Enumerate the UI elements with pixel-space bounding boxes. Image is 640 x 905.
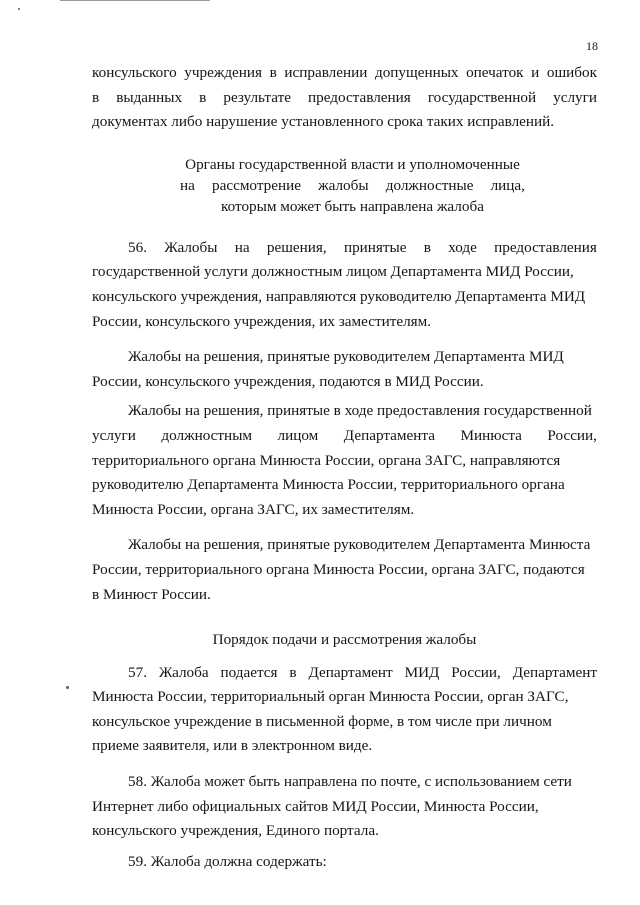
word: Департамент	[308, 663, 393, 681]
word: ошибок	[546, 64, 597, 81]
text-line: Минюста России, органа ЗАГС, их заместителям.	[92, 500, 415, 518]
text-line	[92, 661, 597, 686]
paragraph-minjust-complaints	[92, 399, 597, 522]
word: на	[234, 238, 250, 256]
paragraph-56	[92, 236, 597, 334]
text-line: консульского учреждения, Единого портала.	[92, 822, 379, 840]
text-line: 59. Жалоба должна содержать:	[128, 852, 327, 870]
paragraph-58	[92, 770, 597, 844]
word: предоставления	[494, 238, 597, 256]
text-line: документах либо нарушение установленного срока таких исправлений.	[92, 113, 555, 131]
word: ходе	[448, 238, 477, 256]
document-body	[92, 61, 597, 874]
heading-line: которым может быть направлена жалоба	[221, 197, 484, 215]
word: МИД	[404, 663, 440, 681]
text-line: России, консульского учреждения, их заместителям.	[92, 312, 432, 330]
word: жалобы	[318, 176, 369, 194]
text-line	[92, 61, 597, 86]
paragraph-57	[92, 661, 597, 759]
text-line: 58. Жалоба может быть направлена по почте, с использованием сети	[128, 773, 572, 791]
word: консульского	[92, 64, 177, 81]
word: России,	[451, 663, 501, 681]
word: должностные	[385, 176, 474, 194]
word: лица,	[490, 176, 525, 194]
heading-line: Органы государственной власти и уполномоченные	[185, 155, 520, 173]
word: государственной	[427, 88, 537, 106]
word: предоставления	[307, 88, 411, 106]
text-line: консульского учреждения, направляются руководителю Департамента МИД	[92, 287, 586, 305]
word: услуги	[553, 88, 597, 106]
text-line: в Минюст России.	[92, 585, 211, 603]
word: в	[269, 64, 277, 81]
text-line	[92, 236, 597, 261]
text-line: Жалобы на решения, принятые руководителем Департамента Минюста	[128, 536, 591, 554]
word: опечаток	[466, 64, 524, 81]
word: Департамент	[512, 663, 597, 681]
text-line: России, консульского учреждения, подаются в МИД России.	[92, 372, 484, 390]
text-line: приеме заявителя, или в электронном виде.	[92, 737, 373, 755]
page-number: 18	[586, 39, 598, 53]
word: лицом	[277, 426, 319, 444]
word: должностным	[161, 426, 253, 444]
text-line	[92, 86, 597, 111]
word: и	[531, 64, 540, 81]
word: в	[423, 238, 431, 256]
text-line: России, территориального органа Минюста России, органа ЗАГС, подаются	[92, 560, 585, 578]
word: на	[180, 176, 195, 194]
word: Департамента	[343, 426, 435, 444]
word: услуги	[92, 426, 136, 444]
text-line: территориального органа Минюста России, органа ЗАГС, направляются	[92, 451, 561, 469]
word: рассмотрение	[212, 176, 301, 194]
scan-edge-mark	[60, 0, 210, 1]
intro-paragraph	[92, 61, 597, 135]
paragraph-mid-head-complaints	[92, 345, 597, 394]
paragraph-59	[92, 850, 597, 875]
heading-line	[180, 175, 525, 196]
scan-speck	[18, 8, 20, 10]
scan-speck	[66, 686, 69, 689]
text-line: Жалобы на решения, принятые в ходе предоставления государственной	[128, 402, 592, 420]
word: допущенных	[374, 64, 459, 81]
word: учреждения	[184, 64, 263, 81]
text-line	[92, 424, 597, 449]
word: Жалоба	[158, 663, 209, 681]
word: выданных	[116, 88, 183, 106]
section-heading-appeal-bodies	[180, 154, 525, 217]
word: результате	[223, 88, 291, 106]
text-line: Минюста России, территориальный орган Минюста России, орган ЗАГС,	[92, 688, 569, 706]
word: подается	[220, 663, 278, 681]
text-line: государственной услуги должностным лицом Департамента МИД России,	[92, 263, 574, 281]
text-line: руководителю Департамента Минюста России, территориального органа	[92, 476, 565, 494]
word: в	[199, 88, 207, 106]
word: 57.	[128, 663, 147, 681]
text-line: Интернет либо официальных сайтов МИД России, Минюста России,	[92, 797, 539, 815]
paragraph-minjust-head-complaints	[92, 533, 597, 607]
text-line: консульское учреждение в письменной форме, в том числе при личном	[92, 712, 552, 730]
word: Минюста	[460, 426, 522, 444]
word: России,	[547, 426, 597, 444]
word: 56.	[128, 238, 147, 256]
section-heading-filing-procedure: Порядок подачи и рассмотрения жалобы	[212, 631, 477, 649]
word: принятые	[343, 238, 407, 256]
word: Жалобы	[164, 238, 218, 256]
word: в	[289, 663, 297, 681]
word: в	[92, 88, 100, 106]
word: решения,	[266, 238, 327, 256]
word: исправлении	[284, 64, 368, 81]
text-line: Жалобы на решения, принятые руководителем Департамента МИД	[128, 348, 564, 366]
